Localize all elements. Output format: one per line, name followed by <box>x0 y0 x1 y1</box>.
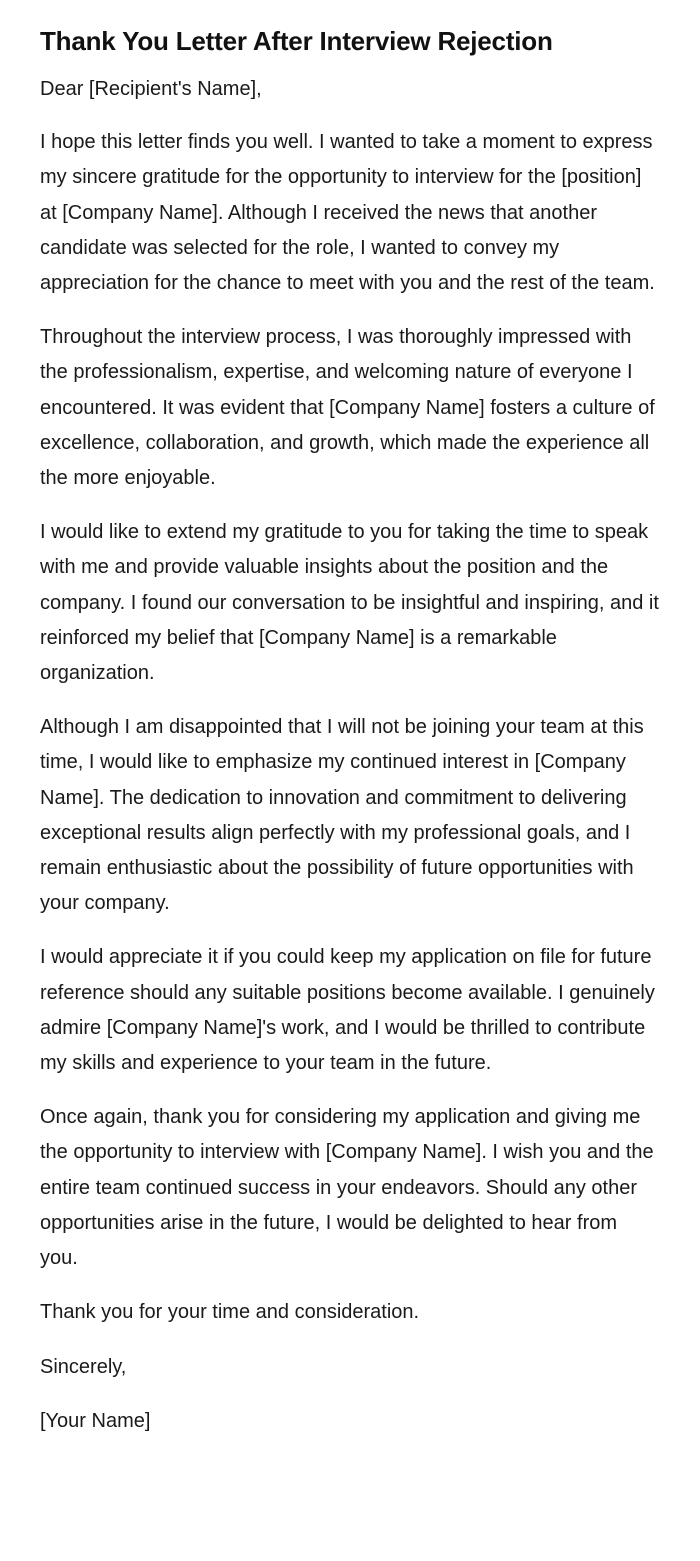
letter-paragraph-3: I would like to extend my gratitude to you for taking the time to speak with me and provide valuable insights about the position and the company. I found our conversation to be insightful and inspiring, and it reinforced my belief that [Company Name] is a remarkable organization. <box>40 521 659 685</box>
closing-line: Thank you for your time and consideration. <box>40 1301 420 1324</box>
sign-off: Sincerely, <box>40 1355 127 1378</box>
letter-paragraph-1: I hope this letter finds you well. I wanted to take a moment to express my sincere gratitude for the opportunity to interview for the [position] at [Company Name]. Although I received the news that another candidate was selected for the role, I wanted to convey my appreciation for the chance to meet with you and the rest of the team. <box>40 131 655 295</box>
signature-name: [Your Name] <box>40 1409 151 1432</box>
letter-paragraph-4: Although I am disappointed that I will not be joining your team at this time, I would like to emphasize my continued interest in [Company Name]. The dedication to innovation and commitment to delivering exceptional results align perfectly with my professional goals, and I remain enthusiastic about the possibility of future opportunities with your company. <box>40 716 644 915</box>
letter-paragraph-2: Throughout the interview process, I was thoroughly impressed with the professionalism, expertise, and welcoming nature of everyone I encountered. It was evident that [Company Name] fosters a culture of excellence, collaboration, and growth, which made the experience all the more enjoyable. <box>40 326 655 490</box>
letter-title: Thank You Letter After Interview Rejection <box>40 26 553 56</box>
salutation: Dear [Recipient's Name], <box>40 78 262 100</box>
letter-paragraph-5: I would appreciate it if you could keep my application on file for future reference should any suitable positions become available. I genuinely admire [Company Name]'s work, and I would be thrilled to contribute my skills and experience to your team in the future. <box>40 946 655 1075</box>
letter-paragraph-6: Once again, thank you for considering my application and giving me the opportunity to interview with [Company Name]. I wish you and the entire team continued success in your endeavors. Should any other opportunities arise in the future, I would be delighted to hear from you. <box>40 1106 654 1270</box>
